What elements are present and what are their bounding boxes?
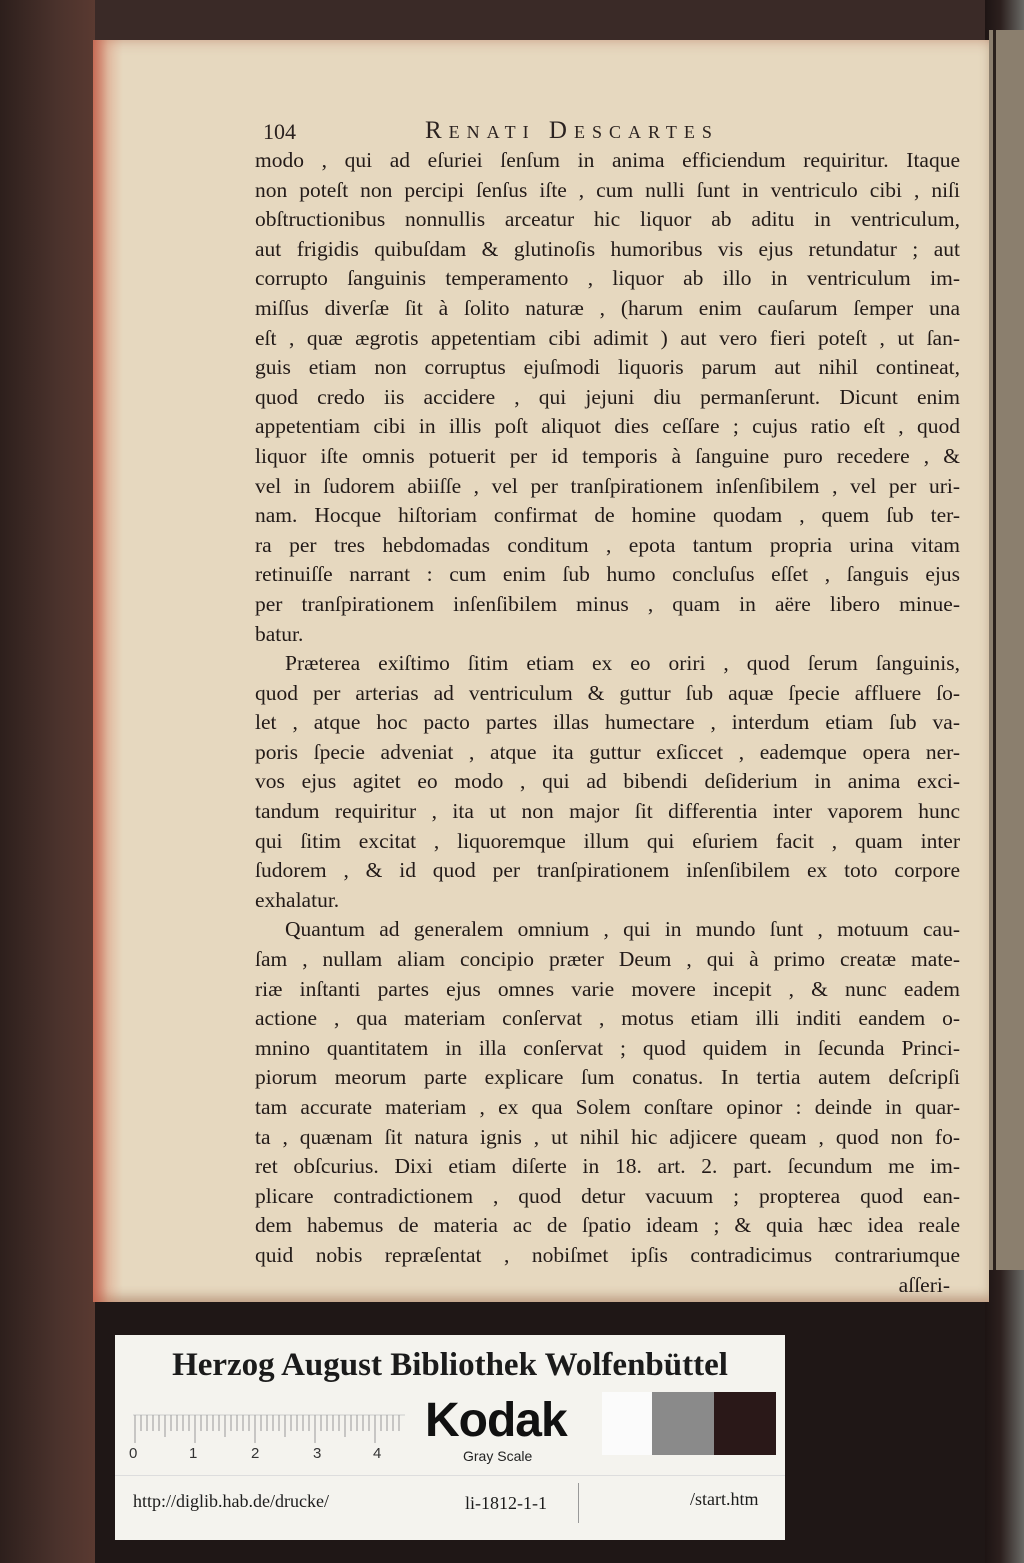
text-line: retinuiſſe narrant : cum enim ſub humo concluſus eſſet , ſanguis ejus: [255, 562, 960, 587]
gray-scale-label: Gray Scale: [463, 1448, 533, 1464]
text-line: exhalatur.: [255, 887, 340, 912]
shelfmark: li-1812-1-1: [465, 1493, 547, 1513]
white-swatch: [602, 1392, 652, 1455]
black-swatch: [714, 1392, 776, 1455]
text-line: ſam , nullam aliam concipio præter Deum , qui à primo creatæ mate-: [255, 947, 960, 972]
page-body-text: [255, 146, 960, 1300]
text-line: corrupto ſanguinis temperamento , liquor ab illo in ventriculum im-: [255, 266, 960, 291]
text-line: dem habemus de materia ac de ſpatio ideam ; & quia hæc idea reale: [255, 1213, 960, 1238]
digital-library-url: http://diglib.hab.de/drucke/: [133, 1491, 329, 1511]
ruler-number: 2: [251, 1445, 260, 1462]
ruler-number: 3: [313, 1445, 322, 1462]
library-label-card: [115, 1335, 785, 1540]
running-head: Renati Descartes: [425, 117, 719, 144]
text-line: riæ inſtanti partes ejus omnes varie movere incepit , & nunc eadem: [255, 976, 960, 1001]
ruler-numbers: [129, 1445, 419, 1469]
ruler-scale: [133, 1405, 405, 1447]
text-line: plicare contradictionem , quod detur vacuum ; propterea quod ean-: [255, 1183, 960, 1208]
ruler-number: 0: [129, 1445, 138, 1462]
text-line: poris ſpecie adveniat , atque ita guttur exſiccet , eademque opera ner-: [255, 739, 960, 764]
text-line: Præterea exiſtimo ſitim etiam ex eo oriri , quod ſerum ſanguinis,: [285, 651, 960, 676]
text-line: nam. Hocque hiſtoriam confirmat de homine quodam , quem ſub ter-: [255, 503, 960, 528]
left-background: [0, 0, 95, 1563]
text-line: eſt , quæ ægrotis appetentiam cibi adimit ) aut vero fieri poteſt , ut ſan-: [255, 325, 960, 350]
text-line: Quantum ad generalem omnium , qui in mundo ſunt , motuum cau-: [285, 917, 960, 942]
text-line: aut frigidis quibuſdam & glutinoſis humoribus vis ejus retundatur ; aut: [255, 236, 960, 261]
text-line: quid nobis repræſentat , nobiſmet ipſis contradicimus contrariumque: [255, 1242, 960, 1267]
kodak-logo: Kodak: [425, 1394, 567, 1447]
text-line: quod credo iis accidere , qui jejuni diu permanſerunt. Dicunt enim: [255, 384, 960, 409]
page-red-edge: [93, 40, 123, 1302]
page-header: [263, 117, 963, 149]
text-line: aſſeri-: [898, 1272, 950, 1297]
text-line: batur.: [255, 621, 304, 646]
text-line: actione , qua materiam conſervat , motus etiam illi inditi eandem o-: [255, 1006, 960, 1031]
text-line: obſtructionibus nonnullis arceatur hic liquor ab aditu in ventriculum,: [255, 207, 960, 232]
text-line: mnino quantitatem in illa conſervat ; quod quidem in ſecunda Princi-: [255, 1035, 960, 1060]
text-line: ret obſcurius. Dixi etiam diſerte in 18. art. 2. part. ſecundum me im-: [255, 1154, 960, 1179]
text-line: liquor iſte omnis potuerit per id temporis à ſanguine puro recedere , &: [255, 443, 960, 468]
text-line: let , atque hoc pacto partes illas humectare , interdum etiam ſub va-: [255, 710, 960, 735]
text-line: vos ejus agitet eo modo , qui ad bibendi deſiderium in anima exci-: [255, 769, 960, 794]
text-line: piorum meorum parte explicare ſum conatus. In tertia autem deſcripſi: [255, 1065, 960, 1090]
text-line: guis etiam non corruptus ejuſmodi liquoris parum aut nihil contineat,: [255, 355, 960, 380]
text-line: per tranſpirationem inſenſibilem minus , quam in aëre libero minue-: [255, 591, 960, 616]
start-page-path: /start.htm: [690, 1489, 759, 1509]
text-line: ta , quænam ſit natura ignis , ut nihil hic adjicere queam , quod non fo-: [255, 1124, 960, 1149]
text-line: non poteſt non percipi ſenſus iſte , cum nulli ſunt in ventriculo cibi , niſi: [255, 177, 960, 202]
text-line: vel in ſudorem abiiſſe , vel per tranſpirationem inſenſibilem , vel per uri-: [255, 473, 960, 498]
text-line: qui ſitim excitat , liquoremque illum qui eſuriem facit , quam inter: [255, 828, 960, 853]
facing-page-edge: [989, 30, 1024, 1270]
library-name: Herzog August Bibliothek Wolfenbüttel: [172, 1347, 728, 1383]
ruler-number: 1: [189, 1445, 198, 1462]
page-number: 104: [263, 119, 296, 144]
text-line: modo , qui ad eſuriei ſenſum in anima efficiendum requiritur. Itaque: [255, 148, 960, 172]
text-line: appetentiam cibi in illis poſt aliquot dies ceſſare ; cujus ratio eſt , quod: [255, 414, 960, 439]
gray-swatch: [652, 1392, 714, 1455]
ruler-number: 4: [373, 1445, 382, 1462]
text-line: ra per tres hebdomadas conditum , epota tantum propria urina vitam: [255, 532, 960, 557]
text-line: quod per arterias ad ventriculum & guttur ſub aquæ ſpecie affluere ſo-: [255, 680, 960, 705]
text-line: ſudorem , & id quod per tranſpirationem inſenſibilem ex toto corpore: [255, 858, 960, 883]
text-line: miſſus diverſæ ſit à ſolito naturæ , (harum enim cauſarum ſemper una: [255, 295, 960, 320]
text-line: tandum requiritur , ita ut non major ſit differentia inter vaporem hunc: [255, 799, 960, 824]
text-line: tam accurate materiam , ex qua Solem conſtare opinor : deinde in quar-: [255, 1095, 960, 1119]
